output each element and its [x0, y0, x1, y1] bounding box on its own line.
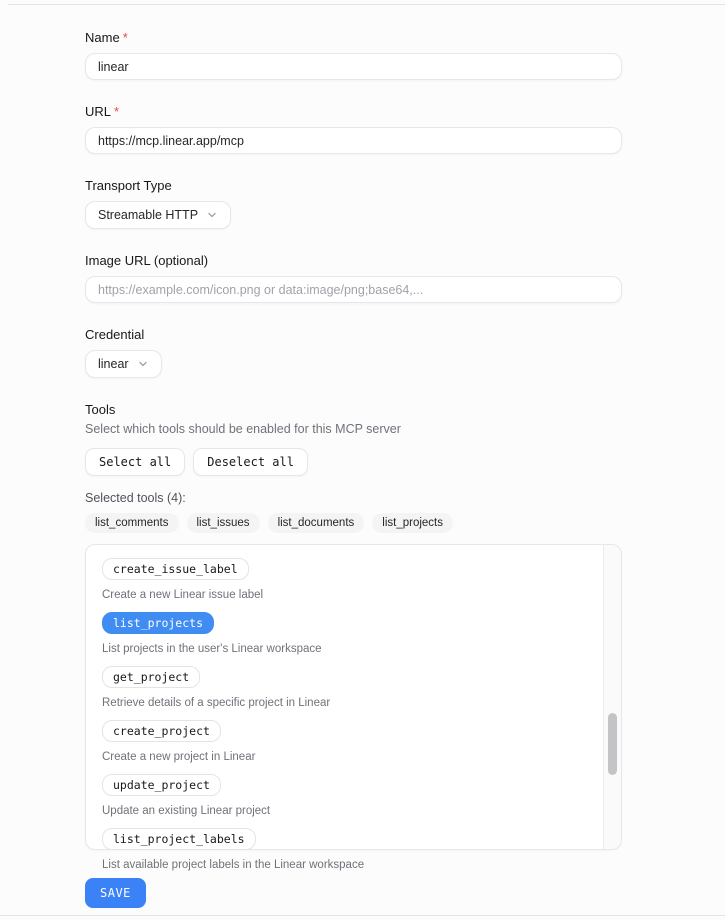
tool-list-item [102, 828, 591, 872]
transport-select-value: Streamable HTTP [98, 208, 199, 222]
chevron-down-icon [206, 209, 218, 221]
tool-pill[interactable]: create_project [102, 720, 221, 742]
credential-label: Credential [85, 327, 145, 342]
url-label: URL * [85, 104, 120, 119]
tool-pill[interactable]: create_issue_label [102, 558, 249, 580]
selected-tools-chips [85, 513, 622, 533]
credential-select[interactable] [85, 350, 162, 378]
selected-tool-chip[interactable]: list_comments [85, 513, 179, 533]
tools-description: Select which tools should be enabled for this MCP server [85, 422, 401, 436]
tool-list-item [102, 612, 591, 656]
tools-list [86, 545, 621, 872]
tool-list-item [102, 720, 591, 764]
save-button[interactable]: SAVE [85, 878, 146, 908]
tool-list-item [102, 774, 591, 818]
selected-tools-label: Selected tools (4): [85, 491, 186, 505]
tool-pill[interactable]: update_project [102, 774, 221, 796]
selected-tool-chip[interactable]: list_issues [187, 513, 260, 533]
chevron-down-icon [137, 358, 149, 370]
deselect-all-button[interactable]: Deselect all [193, 448, 308, 476]
tool-list-item [102, 666, 591, 710]
tool-pill[interactable]: get_project [102, 666, 200, 688]
image-url-input[interactable] [85, 276, 622, 303]
tools-section [85, 402, 622, 871]
image-url-field-group [85, 253, 622, 303]
url-field-group [85, 104, 622, 154]
selected-tool-chip[interactable]: list_projects [372, 513, 453, 533]
transport-select[interactable] [85, 201, 231, 229]
transport-label: Transport Type [85, 178, 172, 193]
image-url-label: Image URL (optional) [85, 253, 209, 268]
tool-description: List available project labels in the Linear workspace [102, 859, 365, 871]
scrollbar-thumb[interactable] [608, 713, 617, 775]
selected-tool-chip[interactable]: list_documents [268, 513, 365, 533]
tools-button-row [85, 448, 622, 476]
name-field-group [85, 30, 622, 80]
tool-description: List projects in the user's Linear workspace [102, 643, 322, 655]
tool-pill[interactable]: list_project_labels [102, 828, 256, 850]
tools-label: Tools [85, 402, 116, 417]
required-asterisk: * [114, 104, 120, 119]
tool-description: Create a new project in Linear [102, 751, 256, 763]
tool-description: Update an existing Linear project [102, 805, 271, 817]
tool-pill[interactable]: list_projects [102, 612, 214, 634]
mcp-server-form [85, 30, 622, 908]
name-label: Name * [85, 30, 128, 45]
select-all-button[interactable]: Select all [85, 448, 185, 476]
top-divider [8, 4, 725, 5]
tools-list-box [85, 544, 622, 871]
tool-description: Retrieve details of a specific project in Linear [102, 697, 331, 709]
credential-select-value: linear [98, 357, 129, 371]
credential-field-group [85, 327, 622, 378]
tool-description: Create a new Linear issue label [102, 589, 264, 601]
required-asterisk: * [122, 30, 128, 45]
bottom-divider [0, 915, 725, 916]
scrollbar-track[interactable] [603, 545, 621, 849]
tool-list-item [102, 558, 591, 602]
transport-field-group [85, 178, 622, 229]
url-input[interactable] [85, 127, 622, 154]
name-input[interactable] [85, 53, 622, 80]
